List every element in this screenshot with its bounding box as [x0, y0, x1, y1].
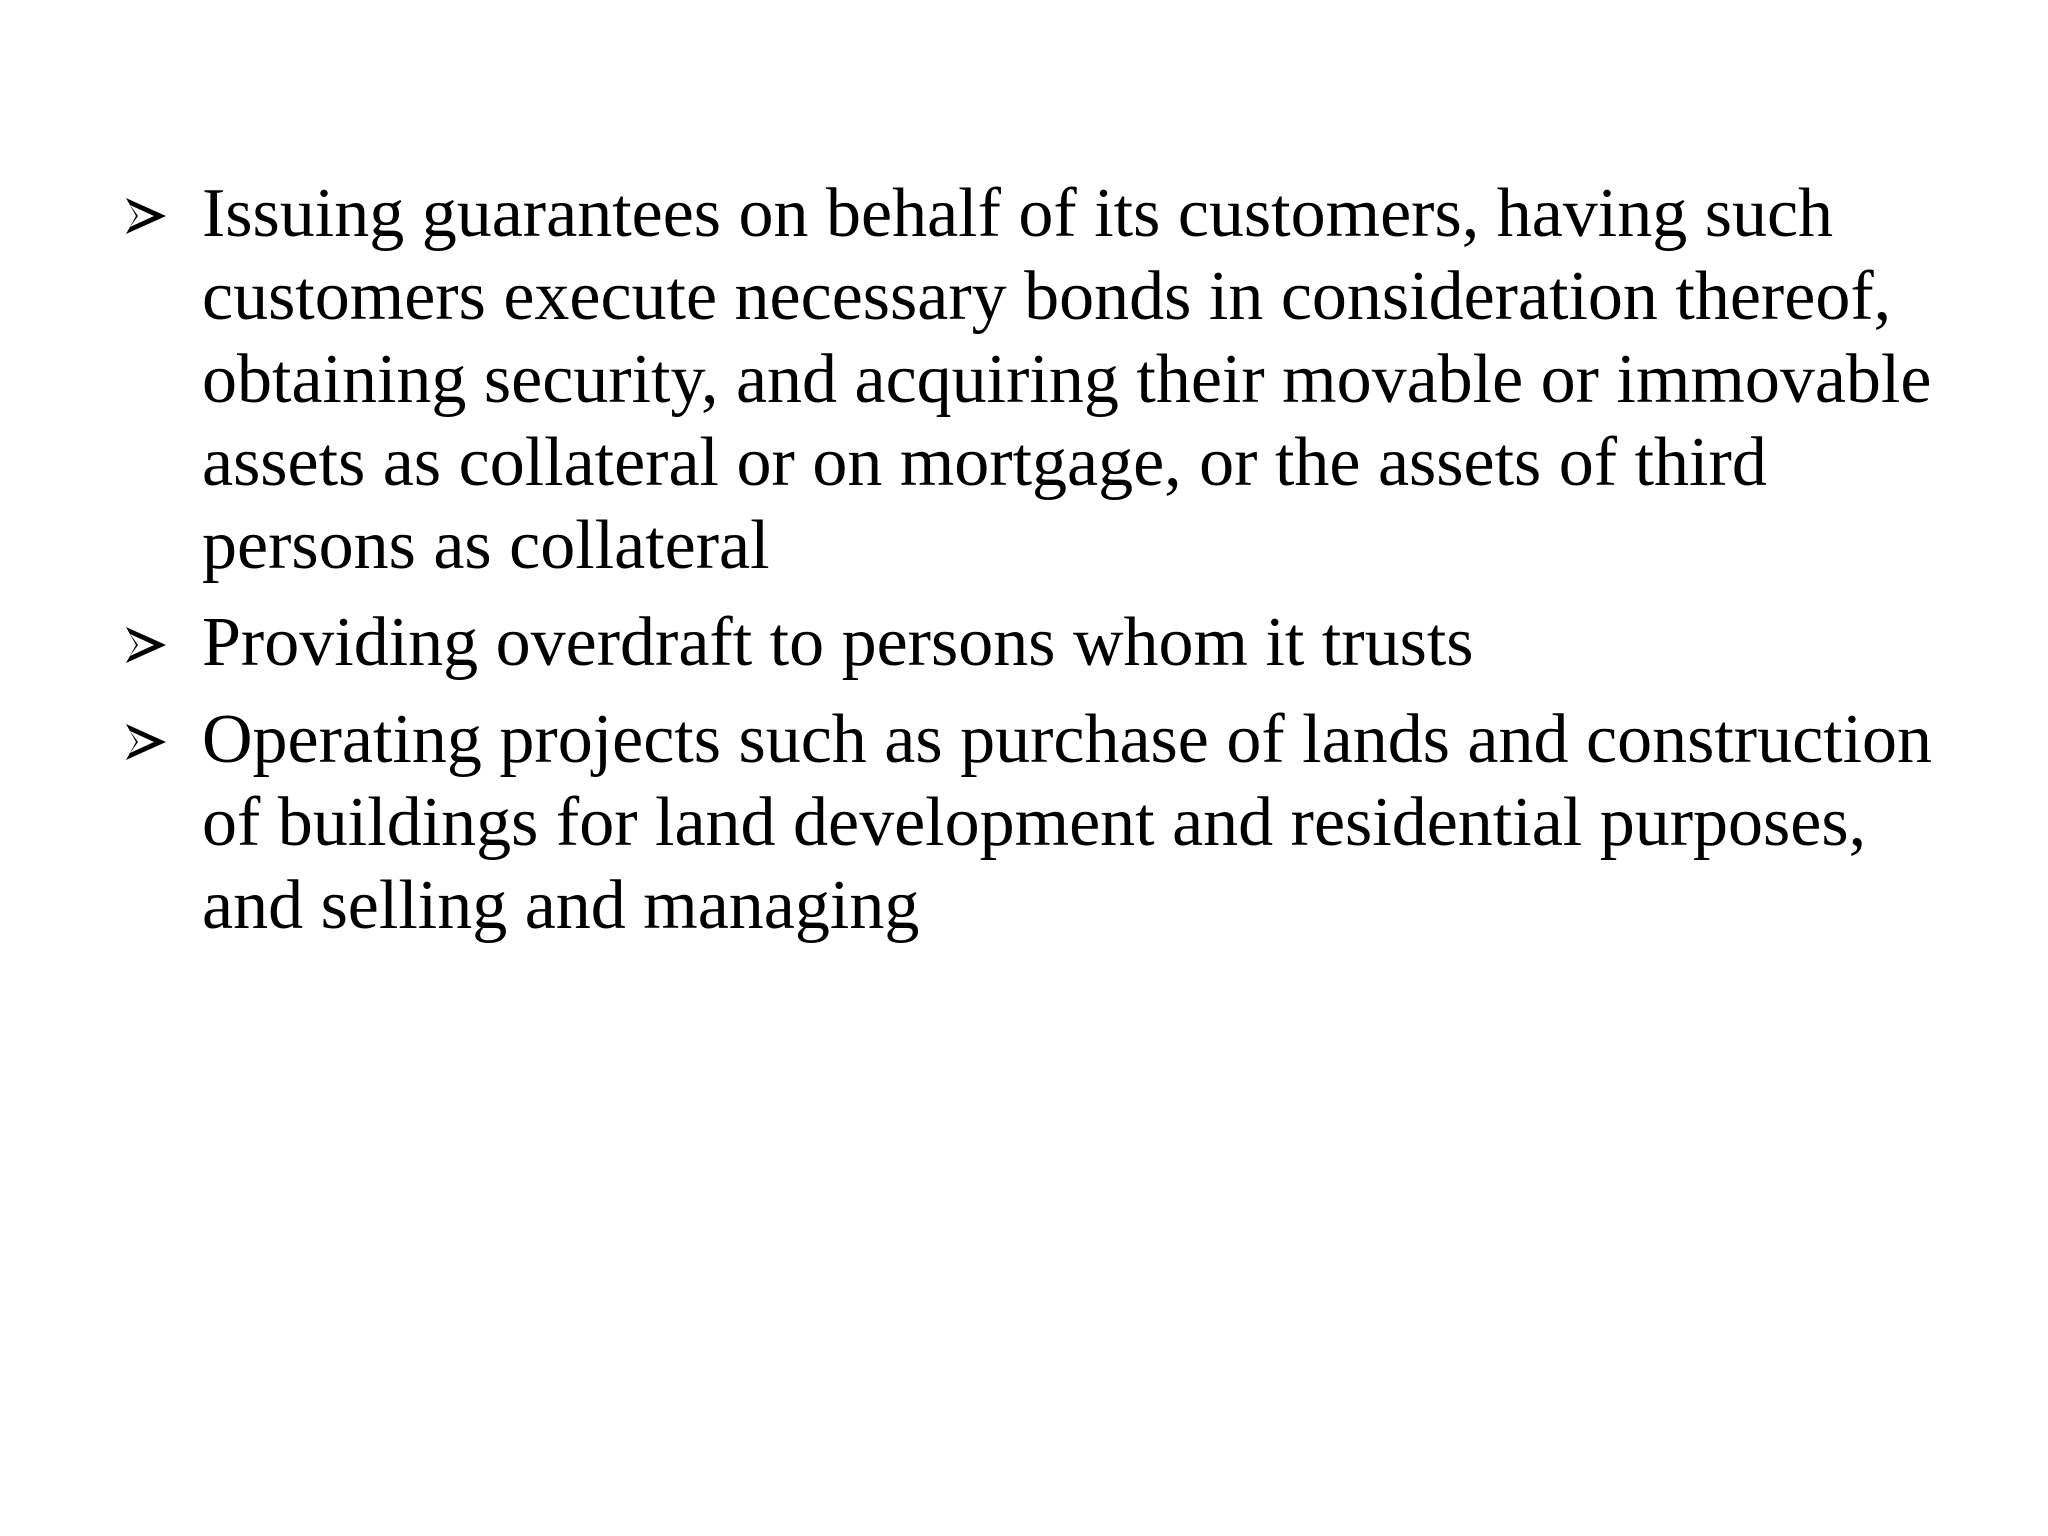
arrowhead-bullet-icon	[124, 720, 168, 764]
bullet-line: Operating projects such as purchase of lands and construction	[202, 701, 1933, 778]
bullet-text	[202, 601, 1924, 684]
list-item	[124, 601, 1924, 684]
bullet-line: obtaining security, and acquiring their movable or immovable	[202, 341, 1932, 418]
bullet-line: customers execute necessary bonds in consideration thereof,	[202, 258, 1892, 335]
bullet-list	[124, 172, 1933, 961]
list-item	[124, 698, 1933, 947]
bullet-line: persons as collateral	[202, 507, 770, 584]
arrowhead-bullet-icon	[124, 194, 168, 238]
bullet-line: of buildings for land development and residential purposes,	[202, 784, 1867, 861]
bullet-text	[202, 698, 1933, 947]
bullet-line: Issuing guarantees on behalf of its customers, having such	[202, 175, 1834, 252]
list-item	[124, 172, 1932, 587]
bullet-text	[202, 172, 1932, 587]
bullet-line: and selling and managing	[202, 867, 920, 944]
bullet-line: assets as collateral or on mortgage, or the assets of third	[202, 424, 1767, 501]
bullet-line: Providing overdraft to persons whom it trusts	[202, 604, 1474, 681]
arrowhead-bullet-icon	[124, 623, 168, 667]
